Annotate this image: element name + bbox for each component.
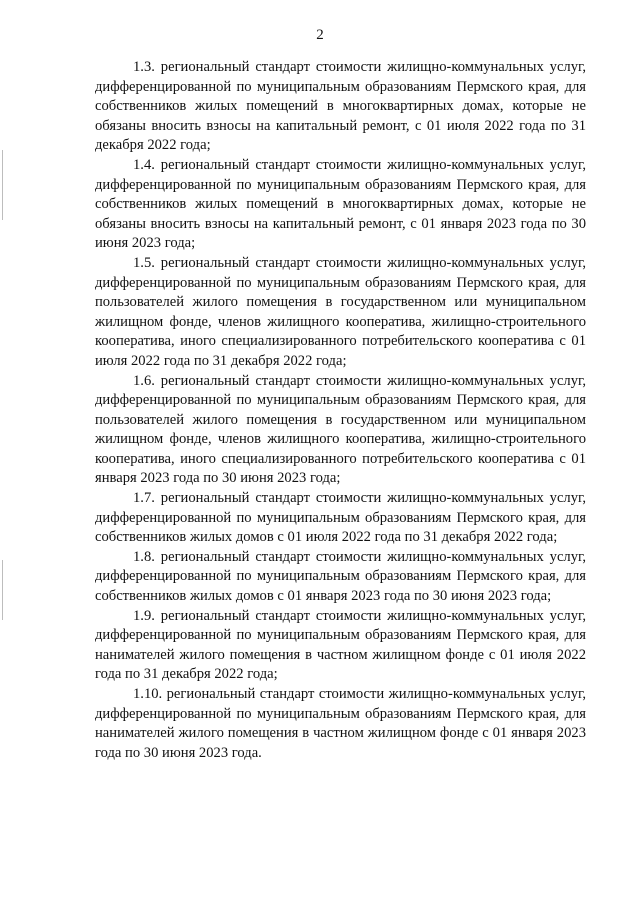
scan-edge-mark	[2, 560, 3, 620]
paragraph-1-8: 1.8. региональный стандарт стоимости жилищно-коммунальных услуг, дифференцированной по муниципальным образованиям Пермского края, для собственников жилых домов с 01 января 2023 года по 30 июня 2023 года;	[95, 548, 586, 605]
paragraph-1-6: 1.6. региональный стандарт стоимости жилищно-коммунальных услуг, дифференцированной по муниципальным образованиям Пермского края, для пользователей жилого помещения в государственном или муниципальном жилищном фонде, членов жилищного кооператива, жилищно-строительного кооператива, иного специализированного потребительского кооператива с 01 января 2023 года по 30 июня 2023 года;	[95, 372, 586, 487]
paragraph-1-5: 1.5. региональный стандарт стоимости жилищно-коммунальных услуг, дифференцированной по муниципальным образованиям Пермского края, для пользователей жилого помещения в государственном или муниципальном жилищном фонде, членов жилищного кооператива, жилищно-строительного кооператива, иного специализированного потребительского кооператива с 01 июля 2022 года по 31 декабря 2022 года;	[95, 254, 586, 369]
paragraph-1-7: 1.7. региональный стандарт стоимости жилищно-коммунальных услуг, дифференцированной по муниципальным образованиям Пермского края, для собственников жилых домов с 01 июля 2022 года по 31 декабря 2022 года;	[95, 490, 586, 546]
document-body	[95, 58, 586, 763]
page-number: 2	[316, 27, 324, 43]
paragraph-1-9: 1.9. региональный стандарт стоимости жилищно-коммунальных услуг, дифференцированной по муниципальным образованиям Пермского края, для нанимателей жилого помещения в частном жилищном фонде с 01 июля 2022 года по 31 декабря 2022 года;	[95, 607, 586, 683]
paragraph-1-3: 1.3. региональный стандарт стоимости жилищно-коммунальных услуг, дифференцированной по муниципальным образованиям Пермского края, для собственников жилых помещений в многоквартирных домах, которые не обязаны вносить взносы на капитальный ремонт, с 01 июля 2022 года по 31 декабря 2022 года;	[95, 59, 586, 154]
paragraph-1-10: 1.10. региональный стандарт стоимости жилищно-коммунальных услуг, дифференцированной по муниципальным образованиям Пермского края, для нанимателей жилого помещения в частном жилищном фонде с 01 января 2023 года по 30 июня 2023 года.	[95, 686, 586, 761]
scan-edge-mark	[2, 150, 3, 220]
paragraph-1-4: 1.4. региональный стандарт стоимости жилищно-коммунальных услуг, дифференцированной по муниципальным образованиям Пермского края, для собственников жилых помещений в многоквартирных домах, которые не обязаны вносить взносы на капитальный ремонт, с 01 января 2023 года по 30 июня 2023 года;	[95, 156, 586, 252]
